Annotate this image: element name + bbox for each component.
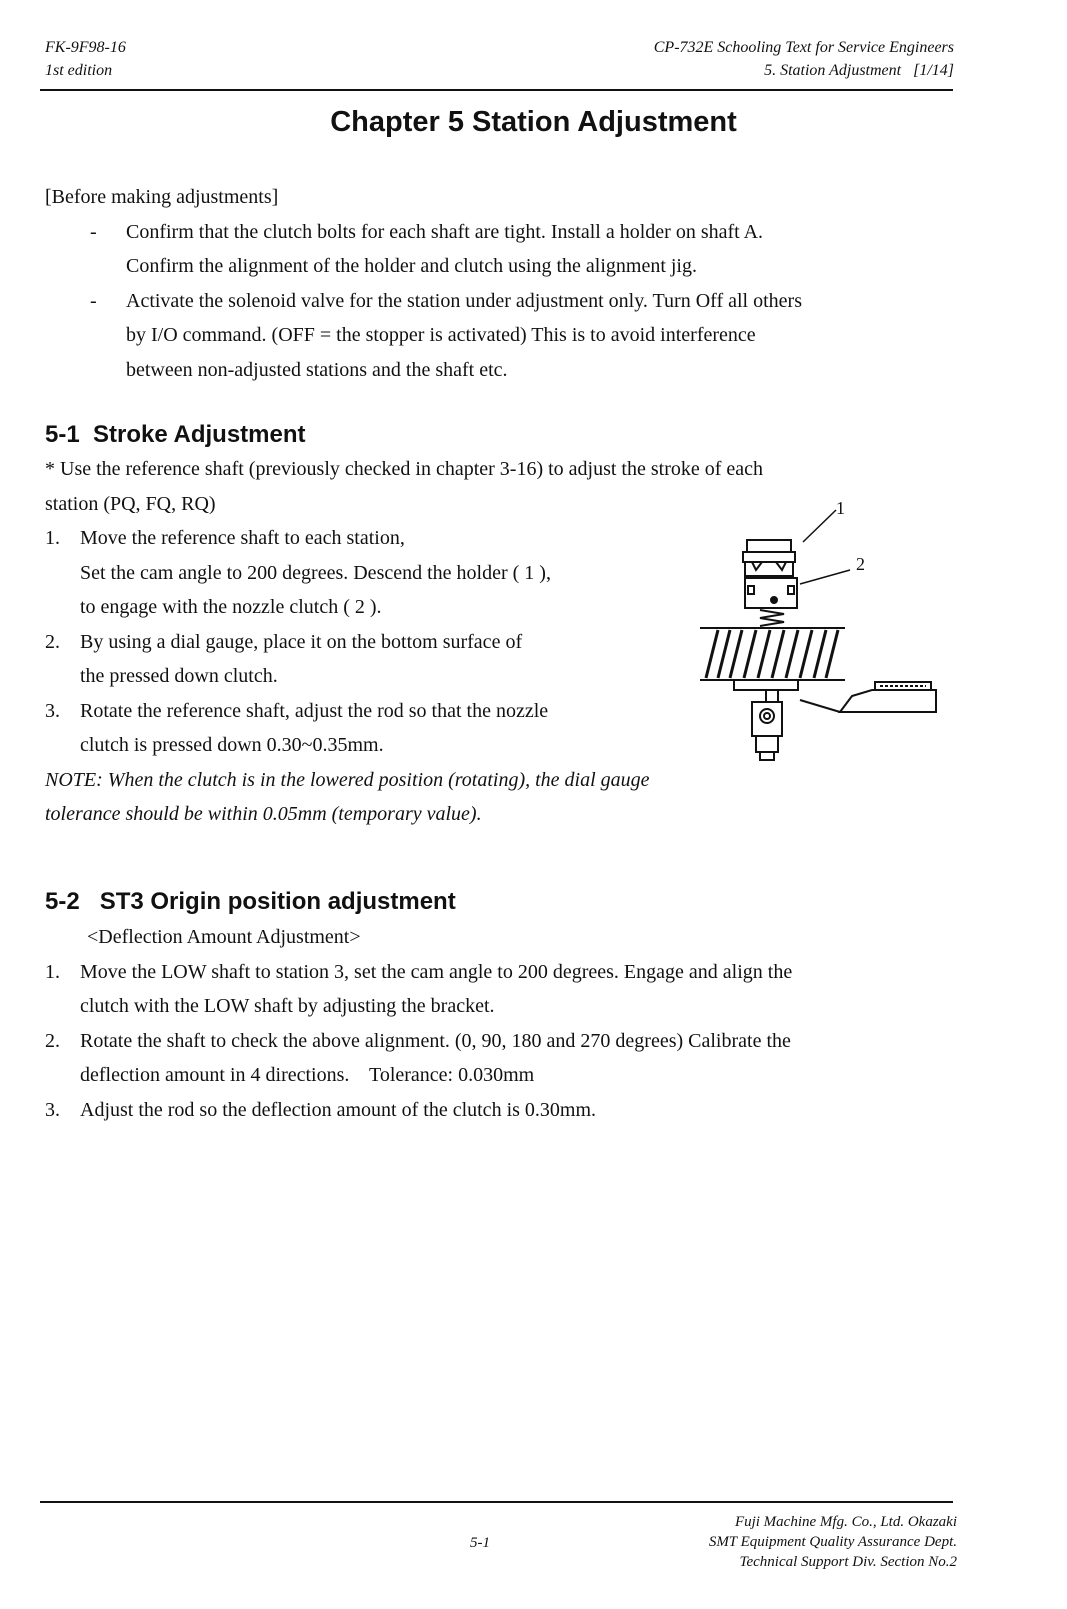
step-item [45,1024,965,1093]
step-number: 1. [45,527,60,549]
figure-label-2: 2 [856,554,865,574]
page-number: 5-1 [470,1535,490,1551]
section-2-subheading: <Deflection Amount Adjustment> [87,926,361,948]
step-line: clutch is pressed down 0.30~0.35mm. [80,734,384,756]
intro-line: * Use the reference shaft (previously checked in chapter 3-16) to adjust the stroke of each [45,458,764,480]
footer-rule [40,1501,953,1503]
holder-top [747,540,791,552]
step-line: Move the LOW shaft to station 3, set the cam angle to 200 degrees. Engage and align the [80,960,793,983]
clutch-diagram [700,500,970,790]
list-line: Activate the solenoid valve for the station under adjustment only. Turn Off all others [126,289,802,312]
step-line: By using a dial gauge, place it on the bottom surface of [80,630,523,653]
gauge-probe [800,700,840,712]
step-number: 3. [45,1098,60,1121]
before-heading: [Before making adjustments] [45,186,279,208]
before-list [45,215,965,388]
list-line: between non-adjusted stations and the shaft etc. [126,358,508,381]
step-line: Rotate the shaft to check the above alignment. (0, 90, 180 and 270 degrees) Calibrate the [80,1029,791,1052]
list-line: Confirm the alignment of the holder and clutch using the alignment jig. [126,255,697,277]
header-rule [40,89,953,91]
step-item [45,955,965,1024]
list-item [45,284,965,388]
step-line: to engage with the nozzle clutch ( 2 ). [80,596,382,618]
table-hatching [706,630,838,678]
step-line: Move the reference shaft to each station, [80,527,405,549]
chapter-title: Chapter 5 Station Adjustment [330,106,737,138]
note-line: tolerance should be within 0.05mm (temporary value). [45,803,482,825]
shaft [766,690,778,702]
edition: 1st edition [45,62,113,79]
figure-label-1: 1 [836,500,845,518]
step-line: Adjust the rod so the deflection amount of the clutch is 0.30mm. [80,1098,597,1121]
section-2-heading: 5-2 ST3 Origin position adjustment [45,888,456,915]
footer-company: Fuji Machine Mfg. Co., Ltd. Okazaki [734,1514,957,1530]
step-line: Rotate the reference shaft, adjust the rod so that the nozzle [80,699,549,722]
before-adjustments [45,180,965,387]
list-item [45,215,965,284]
section-1-heading: 5-1 Stroke Adjustment [45,421,306,448]
footer-dept: SMT Equipment Quality Assurance Dept. [708,1534,957,1550]
step-line: the pressed down clutch. [80,665,278,687]
section-ref: 5. Station Adjustment [1/14] [764,62,954,79]
spring [760,610,784,626]
note-line: NOTE: When the clutch is in the lowered position (rotating), the dial gauge [45,768,650,791]
step-number: 2. [45,1029,60,1052]
step-item [45,1093,965,1128]
section-2-steps [45,955,965,1128]
section-2-body [45,920,965,1127]
intro-line: station (PQ, FQ, RQ) [45,492,216,515]
step-number: 1. [45,960,60,983]
doc-id: FK-9F98-16 [45,39,126,56]
doc-title: CP-732E Schooling Text for Service Engineers [653,39,954,56]
step-line: clutch with the LOW shaft by adjusting the bracket. [80,995,495,1017]
footer-credits [557,1512,957,1572]
footer-division: Technical Support Div. Section No.2 [739,1554,957,1570]
list-line: by I/O command. (OFF = the stopper is activated) This is to avoid interference [126,324,756,346]
step-number: 3. [45,699,60,722]
step-line: Set the cam angle to 200 degrees. Descend the holder ( 1 ), [80,561,551,584]
list-line: Confirm that the clutch bolts for each shaft are tight. Install a holder on shaft A. [126,220,764,243]
bullet-dash: - [90,220,97,243]
bullet-dash: - [90,289,97,312]
step-line: deflection amount in 4 directions. Tolerance: 0.030mm [80,1064,535,1086]
step-number: 2. [45,630,60,653]
dial-gauge-icon [840,690,936,712]
